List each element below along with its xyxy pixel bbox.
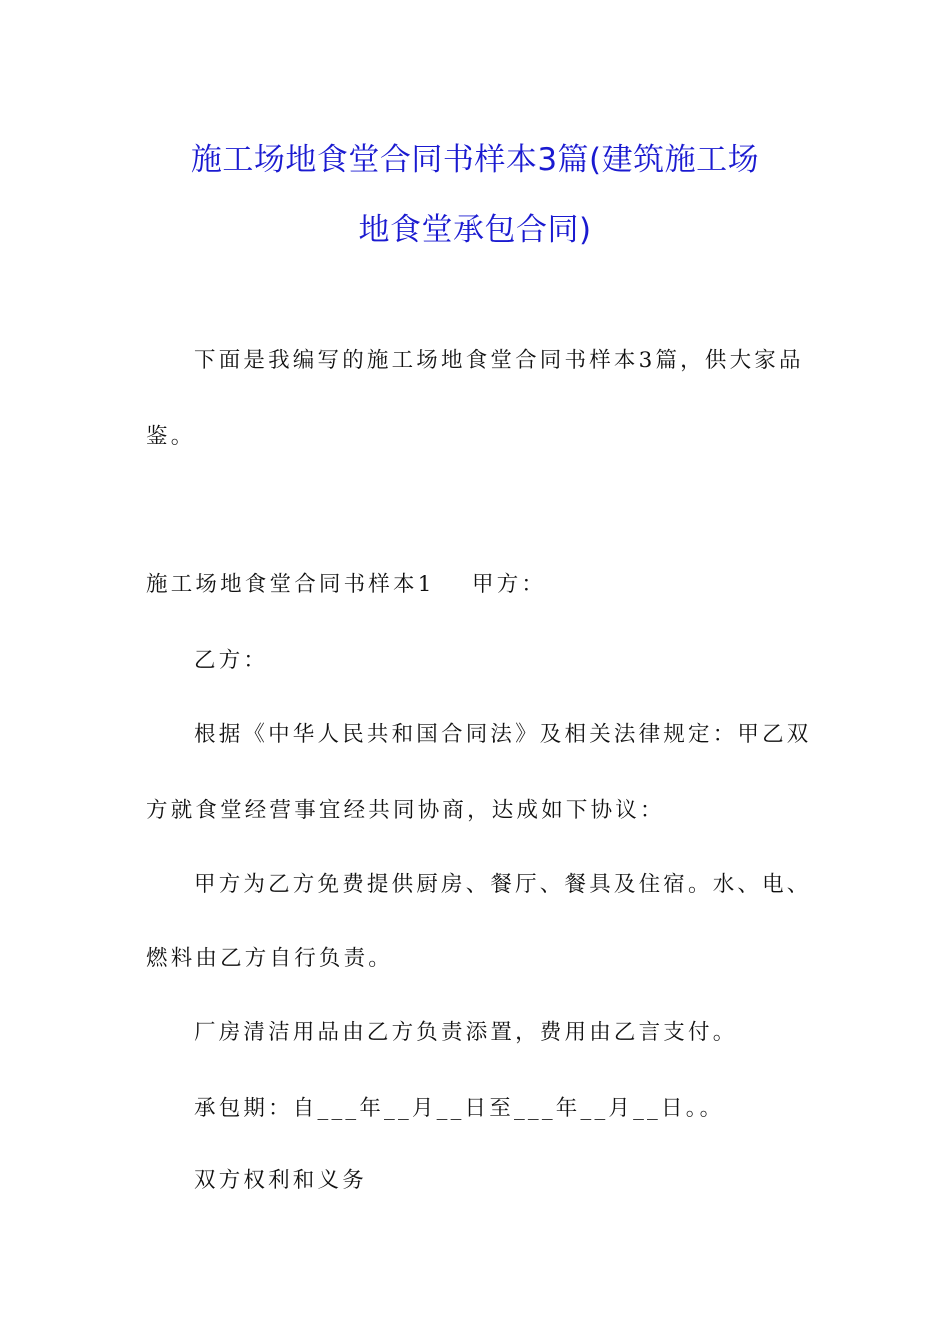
- document-title-line-2: 地食堂承包合同): [358, 212, 592, 248]
- document-title-line-1: 施工场地食堂合同书样本3篇(建筑施工场: [190, 142, 760, 178]
- basis-paragraph-line-2: 方就食堂经营事宜经共同协商，达成如下协议：: [146, 798, 665, 823]
- party-a-label: 甲方：: [472, 572, 547, 597]
- clause1-line-2: 燃料由乙方自行负责。: [146, 946, 394, 971]
- clause2-line: 厂房清洁用品由乙方负责添置，费用由乙言支付。: [194, 1020, 738, 1045]
- basis-paragraph-line-1: 根据《中华人民共和国合同法》及相关法律规定：甲乙双: [194, 722, 812, 747]
- sample1-heading: 施工场地食堂合同书样本1: [146, 572, 435, 597]
- clause1-line-1: 甲方为乙方免费提供厨房、餐厅、餐具及住宿。水、电、: [194, 872, 812, 897]
- rights-heading: 双方权利和义务: [194, 1168, 367, 1193]
- term-line: 承包期：自___年__月__日至___年__月__日。。: [194, 1096, 725, 1121]
- party-b-label: 乙方：: [194, 648, 269, 673]
- intro-paragraph-line-2: 鉴。: [146, 424, 196, 449]
- intro-paragraph-line-1: 下面是我编写的施工场地食堂合同书样本3篇，供大家品: [194, 348, 804, 373]
